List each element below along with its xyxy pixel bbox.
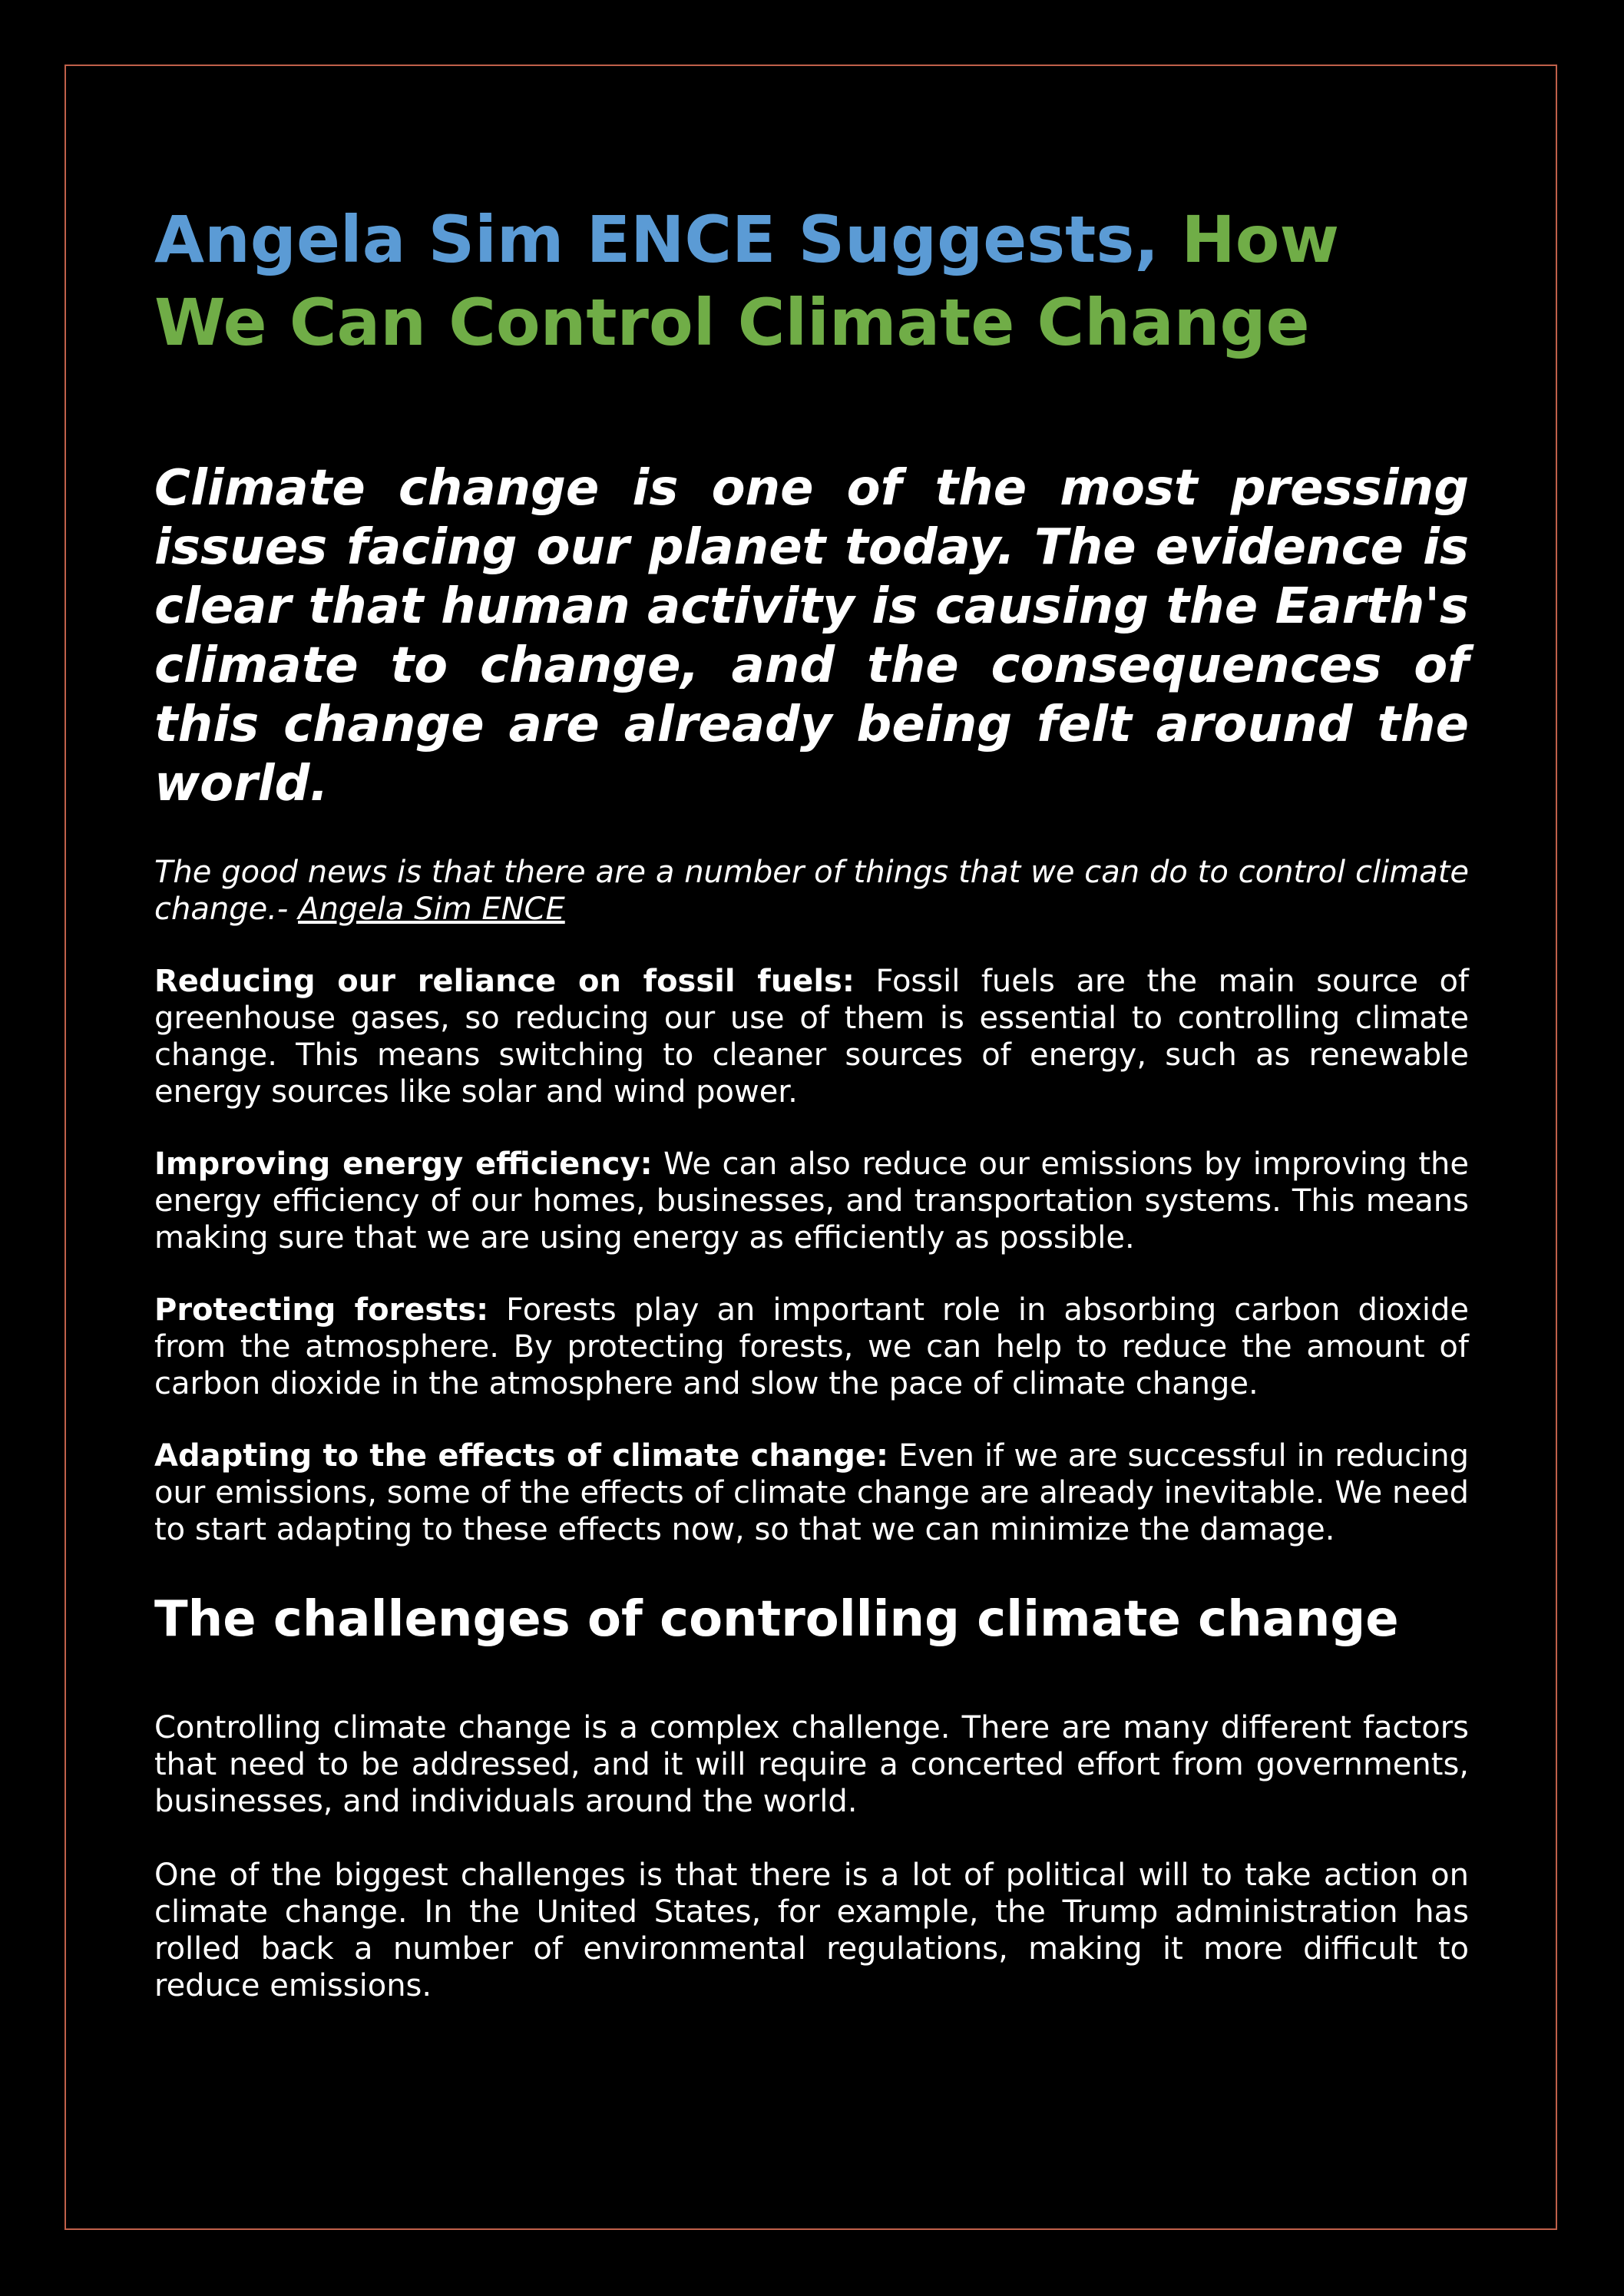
title-part-topic: How We Can Control Climate Change [154, 202, 1340, 360]
quote-text: The good news is that there are a number of things that we can do to control climate change.- [154, 855, 1469, 927]
action-paragraph [154, 963, 1469, 1110]
action-heading: Protecting forests: [154, 1292, 489, 1328]
action-paragraph [154, 1437, 1469, 1548]
action-body: Fossil fuels are the main source of greenhouse gases, so reducing our use of them is essential to controlling climate change. This means switching to cleaner sources of energy, such as renewable energy sources like solar and wind power. [154, 964, 1470, 1110]
action-body: Forests play an important role in absorbing carbon dioxide from the atmosphere. By protecting forests, we can help to reduce the amount of carbon dioxide in the atmosphere and slow the pace of climate change. [154, 1292, 1469, 1401]
page-title [154, 198, 1469, 364]
action-paragraph [154, 1292, 1469, 1402]
quote-paragraph [154, 854, 1469, 928]
action-paragraph [154, 1146, 1469, 1256]
action-body: We can also reduce our emissions by improving the energy efficiency of our homes, businesses, and transportation systems. This means making sure that we are using energy as efficiently as possible. [154, 1146, 1469, 1256]
action-heading: Improving energy efficiency: [154, 1146, 653, 1182]
title-part-name: Angela Sim ENCE Suggests, [154, 202, 1159, 277]
challenge-paragraph: Controlling climate change is a complex challenge. There are many different factors that need to be addressed, and it will require a concerted effort from governments, businesses, and individuals around the world. [154, 1710, 1469, 1819]
action-body: Even if we are successful in reducing our emissions, some of the effects of climate change are already inevitable. We need to start adapting to these effects now, so that we can minimize the damage. [154, 1438, 1469, 1547]
challenge-paragraph: One of the biggest challenges is that there is a lot of political will to take action on climate change. In the United States, for example, the Trump administration has rolled back a number of environmental regulations, making it more difficult to reduce emissions. [154, 1858, 1469, 2003]
author-link[interactable]: Angela Sim ENCE [298, 892, 565, 927]
section-heading: The challenges of controlling climate change [154, 1591, 1399, 1648]
article [154, 198, 1469, 2004]
action-heading: Adapting to the effects of climate change: [154, 1438, 888, 1474]
action-heading: Reducing our reliance on fossil fuels: [154, 964, 855, 999]
lead-paragraph: Climate change is one of the most pressing issues facing our planet today. The evidence is clear that human activity is causing the Earth's climate to change, and the consequences of this change are already being felt around the world. [154, 460, 1469, 812]
